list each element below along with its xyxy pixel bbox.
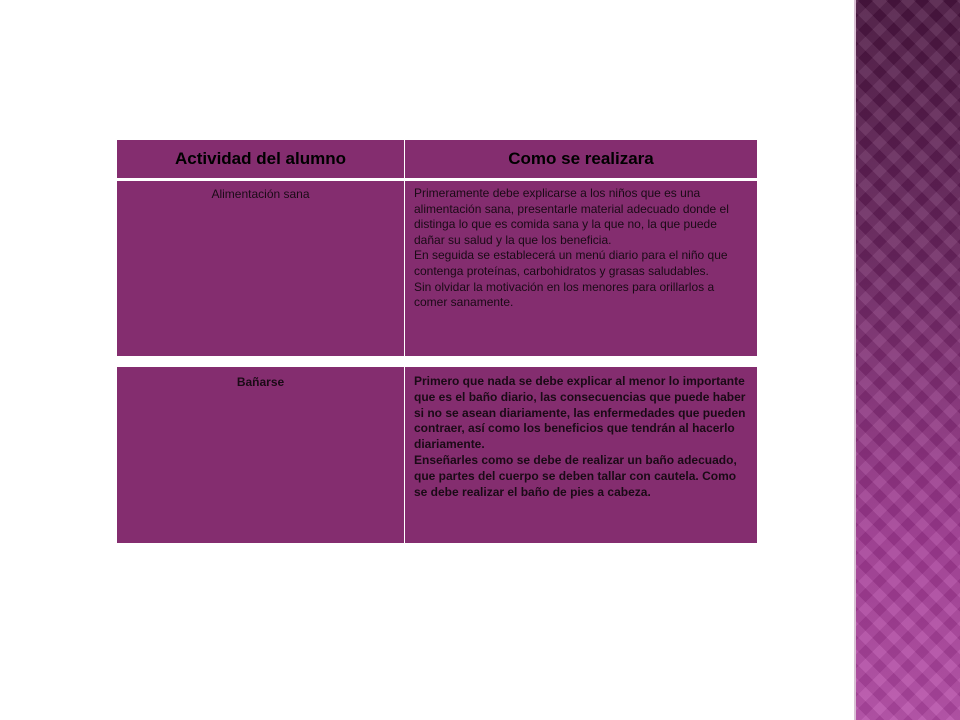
decorative-side-panel [854, 0, 960, 720]
description-paragraph: En seguida se establecerá un menú diario para el niño que contenga proteínas, carbohidratos y grasas saludables. [414, 248, 728, 278]
description-cell [405, 181, 757, 356]
description-cell [405, 367, 757, 543]
description-paragraph: Sin olvidar la motivación en los menores para orillarlos a comer sanamente. [414, 279, 715, 310]
bathing-table [117, 367, 757, 543]
activity-cell: Bañarse [117, 367, 405, 543]
description-paragraph: Primeramente debe explicarse a los niños que es una alimentación sana, presentarle material adecuado donde el distinga lo que es comida sana y la que no, la que puede dañar su salud y la que los beneficia. [414, 186, 729, 247]
activities-table [117, 140, 757, 356]
table-header-row [117, 140, 757, 178]
header-activity: Actividad del alumno [117, 140, 405, 178]
header-how: Como se realizara [405, 140, 757, 178]
activity-cell: Alimentación sana [117, 181, 405, 356]
table-row [117, 181, 757, 356]
description-paragraph: Primero que nada se debe explicar al menor lo importante que es el baño diario, las consecuencias que puede haber si no se asean diariamente, las enfermedades que pueden contraer, así como los beneficios que tendrán al hacerlo diariamente. [414, 374, 746, 452]
description-paragraph: Enseñarles como se debe de realizar un baño adecuado, que partes del cuerpo se deben tallar con cautela. Como se debe realizar el baño de pies a cabeza. [414, 452, 737, 499]
table-row [117, 367, 757, 543]
